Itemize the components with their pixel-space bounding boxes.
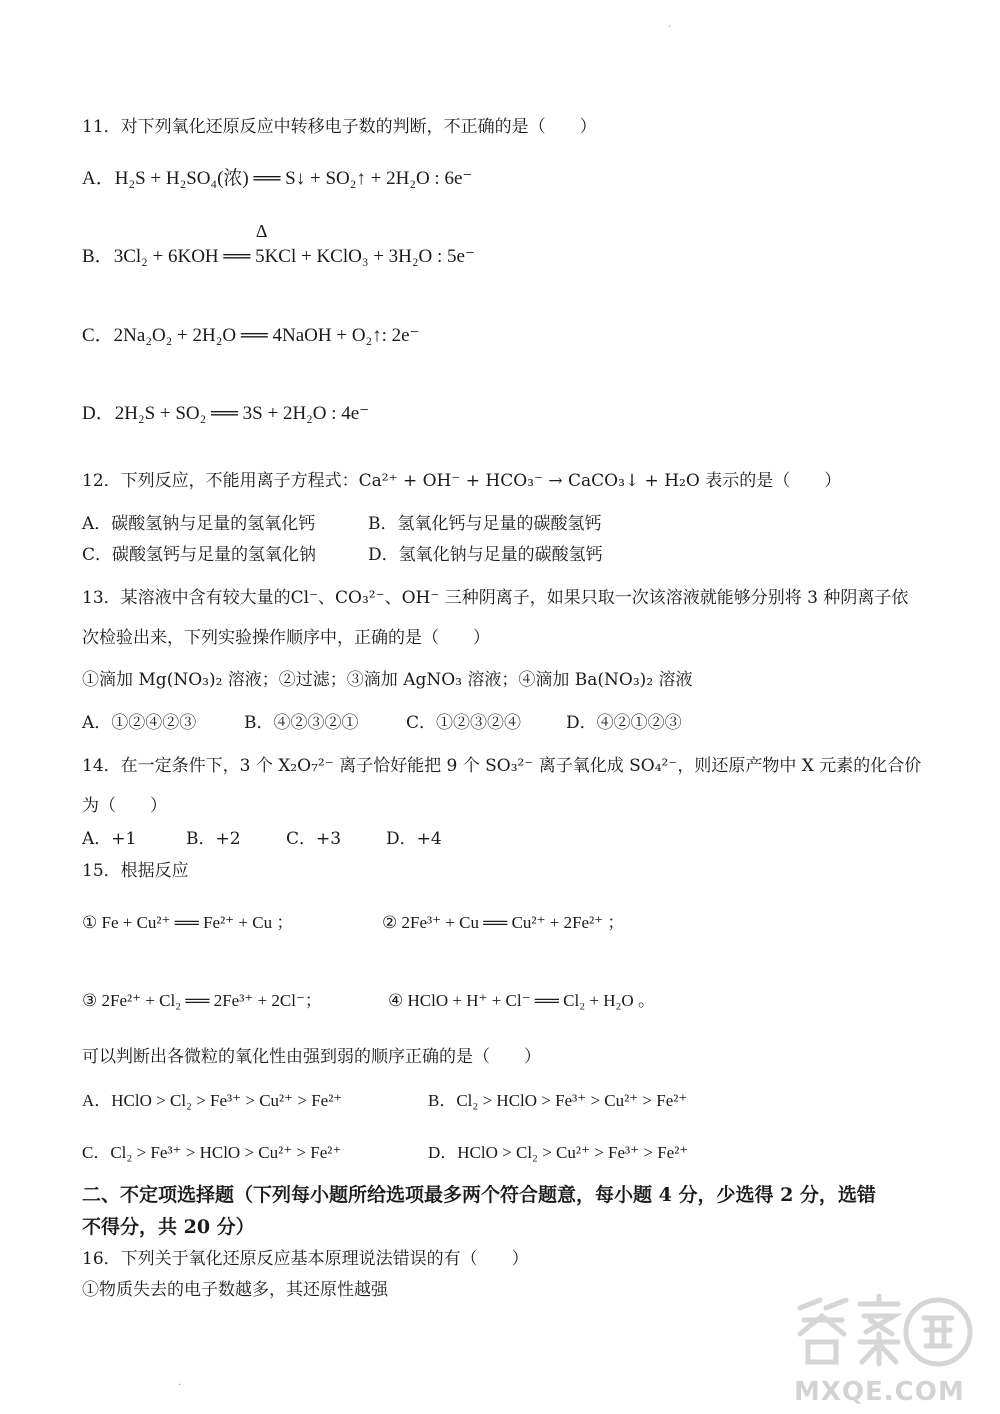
q15-option-d: D．HClO > Cl₂ > Cu²⁺ > Fe³⁺ > Fe²⁺	[428, 1143, 689, 1162]
q11-option-b	[82, 221, 475, 268]
q15-question: 可以判断出各微粒的氧化性由强到弱的顺序正确的是（ ）	[82, 1047, 541, 1067]
heating-condition-symbol: Δ	[255, 221, 268, 241]
q15-option-b: B．Cl₂ > HClO > Fe³⁺ > Cu²⁺ > Fe²⁺	[428, 1091, 688, 1110]
q13-option-d: D．④②①②③	[566, 713, 682, 733]
q12-option-b: B．氢氧化钙与足量的碳酸氢钙	[368, 514, 602, 534]
q14-option-a: A．+1	[82, 829, 137, 849]
q15-reaction-3: ③ 2Fe²⁺ + Cl₂ ══ 2Fe³⁺ + 2Cl⁻；	[82, 991, 322, 1010]
watermark-logo	[786, 1290, 976, 1408]
q15-option-a: A．HClO > Cl₂ > Fe³⁺ > Cu²⁺ > Fe²⁺	[82, 1091, 343, 1110]
q13-stem-line1: 13．某溶液中含有较大量的Cl⁻、CO₃²⁻、OH⁻ 三种阴离子，如果只取一次该溶液就能够分别将 3 种阴离子依	[82, 588, 909, 608]
q13-operations: ①滴加 Mg(NO₃)₂ 溶液；②过滤；③滴加 AgNO₃ 溶液；④滴加 Ba(NO₃)₂ 溶液	[82, 670, 693, 690]
watermark-logo-graphic	[786, 1290, 976, 1408]
q15-reaction-2: ② 2Fe³⁺ + Cu ══ Cu²⁺ + 2Fe²⁺ ；	[382, 913, 625, 932]
q14-option-b: B．+2	[186, 829, 241, 849]
q14-stem-line1: 14．在一定条件下，3 个 X₂O₇²⁻ 离子恰好能把 9 个 SO₃²⁻ 离子氧化成 SO₄²⁻，则还原产物中 X 元素的化合价	[82, 756, 922, 776]
q13-option-a: A．①②④②③	[82, 713, 197, 733]
svg-text:MXQE.COM: MXQE.COM	[794, 1377, 965, 1407]
q11-stem: 11．对下列氧化还原反应中转移电子数的判断，不正确的是（ ）	[82, 117, 597, 137]
q14-option-d: D．+4	[386, 829, 442, 849]
stray-dot: ·	[178, 1380, 182, 1391]
q12-option-a: A．碳酸氢钠与足量的氢氧化钙	[82, 514, 316, 534]
stray-dot: ·	[668, 22, 672, 33]
q11-option-c: C．2Na₂O₂ + 2H₂O ══ 4NaOH + O₂↑: 2e⁻	[82, 325, 420, 346]
q13-stem-line2: 次检验出来，下列实验操作顺序中，正确的是（ ）	[82, 628, 490, 648]
q11-option-d: D．2H₂S + SO₂ ══ 3S + 2H₂O : 4e⁻	[82, 403, 370, 424]
q13-option-b: B．④②③②①	[244, 713, 359, 733]
section-2-heading-line1: 二、不定项选择题（下列每小题所给选项最多两个符合题意，每小题 4 分，少选得 2 分，选错	[82, 1184, 876, 1206]
q11-option-b-equation: Δ 3Cl₂ + 6KOH ══ 5KCl + KClO₃ + 3H₂O : 5e⁻	[113, 221, 475, 267]
q16-statement-1: ①物质失去的电子数越多，其还原性越强	[82, 1280, 388, 1300]
q15-stem: 15．根据反应	[82, 861, 189, 881]
section-2-heading-line2: 不得分，共 20 分）	[82, 1216, 255, 1238]
q15-reaction-4: ④ HClO + H⁺ + Cl⁻ ══ Cl₂ + H₂O 。	[388, 991, 655, 1010]
q15-option-c: C．Cl₂ > Fe³⁺ > HClO > Cu²⁺ > Fe²⁺	[82, 1143, 342, 1162]
q12-option-c: C．碳酸氢钙与足量的氢氧化钠	[82, 545, 317, 565]
q11-option-a: A．H₂S + H₂SO₄(浓) ══ S↓ + SO₂↑ + 2H₂O : 6e⁻	[82, 168, 473, 189]
q14-stem-line2: 为（ ）	[82, 796, 167, 816]
q12-option-d: D．氢氧化钠与足量的碳酸氢钙	[368, 545, 603, 565]
q14-option-c: C．+3	[286, 829, 342, 849]
q12-stem: 12．下列反应，不能用离子方程式：Ca²⁺ + OH⁻ + HCO₃⁻ → CaCO₃↓ + H₂O 表示的是（ ）	[82, 471, 842, 491]
q15-reaction-1: ① Fe + Cu²⁺ ══ Fe²⁺ + Cu ；	[82, 913, 294, 932]
q16-stem: 16．下列关于氧化还原反应基本原理说法错误的有（ ）	[82, 1249, 529, 1269]
q11-option-b-label: B．	[82, 246, 114, 267]
q13-option-c: C．①②③②④	[406, 713, 522, 733]
